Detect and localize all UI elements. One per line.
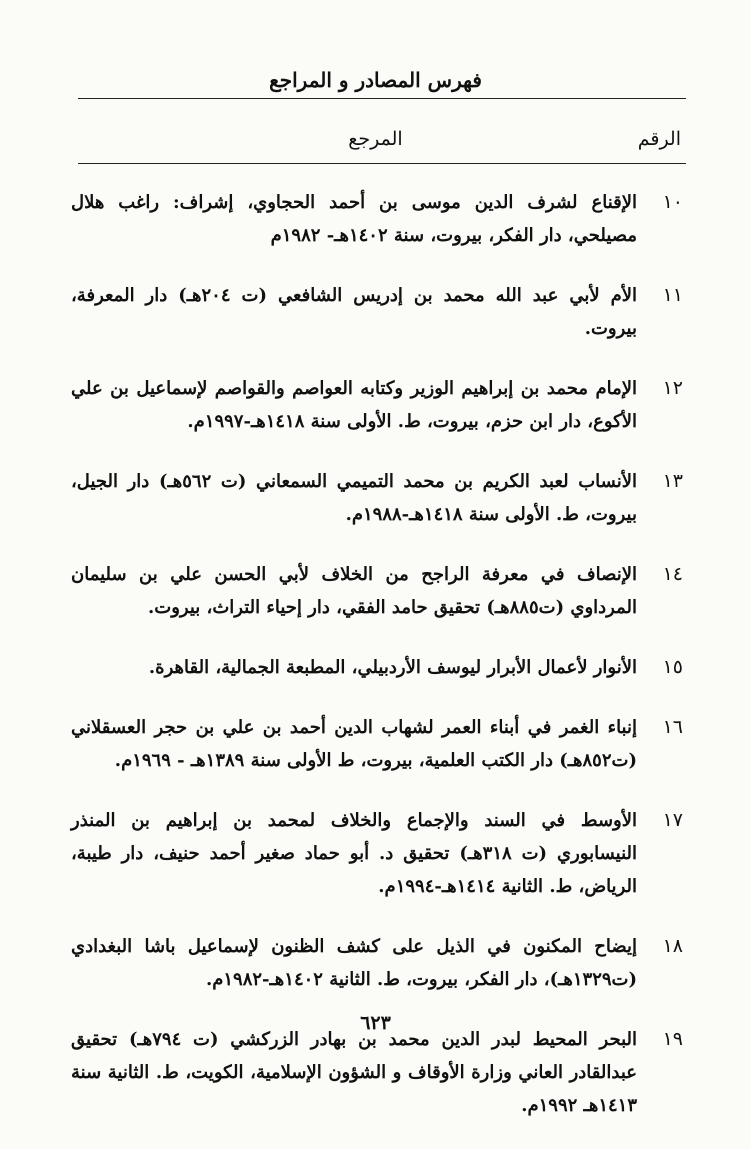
entry-number: ١٠ <box>662 191 683 213</box>
entry-number: ١٣ <box>662 470 683 492</box>
entry-number: ١٨ <box>662 935 683 957</box>
reference-entry <box>71 930 683 996</box>
entry-text: البحر المحيط لبدر الدين محمد بن بهادر الزركشي (ت ٧٩٤هـ) تحقيق عبدالقادر العاني وزارة الأوقاف و الشؤون الإسلامية، الكويت، ط. الثانية سنة ١٤١٣هـ ١٩٩٢م. <box>71 1029 638 1116</box>
entry-text: الإنصاف في معرفة الراجح من الخلاف لأبي الحسن علي بن سليمان المرداوي (ت٨٨٥هـ) تحقيق حامد الفقي، دار إحياء التراث، بيروت. <box>71 564 637 618</box>
reference-entry <box>71 279 683 345</box>
reference-list <box>71 186 683 1149</box>
column-heading-reference: المرجع <box>348 128 403 150</box>
entry-text: الإقناع لشرف الدين موسى بن أحمد الحجاوي، إشراف: راغب هلال مصيلحي، دار الفكر، بيروت، سنة ١٤٠٢هـ- ١٩٨٢م <box>71 192 637 246</box>
reference-entry <box>71 372 683 438</box>
entry-text: الأنساب لعبد الكريم بن محمد التميمي السمعاني (ت ٥٦٢هـ) دار الجيل، بيروت، ط. الأولى سنة ١٤١٨هـ-١٩٨٨م. <box>71 471 637 525</box>
entry-number: ١٢ <box>662 377 683 399</box>
entry-text: الأنوار لأعمال الأبرار ليوسف الأردبيلي، المطبعة الجمالية، القاهرة. <box>148 657 637 678</box>
reference-entry <box>71 465 683 531</box>
entry-number: ١١ <box>662 284 683 306</box>
entry-number: ١٦ <box>662 716 683 738</box>
entry-text: إنباء الغمر في أبناء العمر لشهاب الدين أحمد بن علي بن حجر العسقلاني (ت٨٥٢هـ) دار الكتب العلمية، بيروت، ط الأولى سنة ١٣٨٩هـ - ١٩٦٩م. <box>71 717 637 771</box>
entry-number: ١٧ <box>662 809 683 831</box>
reference-entry <box>71 804 683 903</box>
entry-number: ١٤ <box>662 563 683 585</box>
entry-text: الأم لأبي عبد الله محمد بن إدريس الشافعي (ت ٢٠٤هـ) دار المعرفة، بيروت. <box>71 285 637 339</box>
entry-number: ١٥ <box>662 656 683 678</box>
entry-text: الأوسط في السند والإجماع والخلاف لمحمد بن إبراهيم بن المنذر النيسابوري (ت ٣١٨هـ) تحقيق د. أبو حماد صغير أحمد حنيف، دار طيبة، الرياض، ط. الثانية ١٤١٤هـ-١٩٩٤م. <box>71 810 637 897</box>
column-heading-rule <box>78 163 686 164</box>
reference-entry <box>71 558 683 624</box>
entry-text: إيضاح المكنون في الذيل على كشف الظنون لإسماعيل باشا البغدادي (ت١٣٢٩هـ)، دار الفكر، بيروت، ط. الثانية ١٤٠٢هـ-١٩٨٢م. <box>71 936 637 990</box>
page-number: ٦٢٣ <box>360 1012 391 1034</box>
running-title: فهرس المصادر و المراجع <box>269 68 482 92</box>
header-rule <box>78 98 686 99</box>
reference-entry <box>71 1023 683 1122</box>
reference-entry <box>71 651 683 684</box>
reference-entry <box>71 711 683 777</box>
reference-entry <box>71 186 683 252</box>
column-heading-number: الرقم <box>637 128 681 150</box>
entry-number: ١٩ <box>662 1028 683 1050</box>
entry-text: الإمام محمد بن إبراهيم الوزير وكتابه العواصم والقواصم لإسماعيل بن علي الأكوع، دار ابن حزم، بيروت، ط. الأولى سنة ١٤١٨هـ-١٩٩٧م. <box>71 378 637 432</box>
